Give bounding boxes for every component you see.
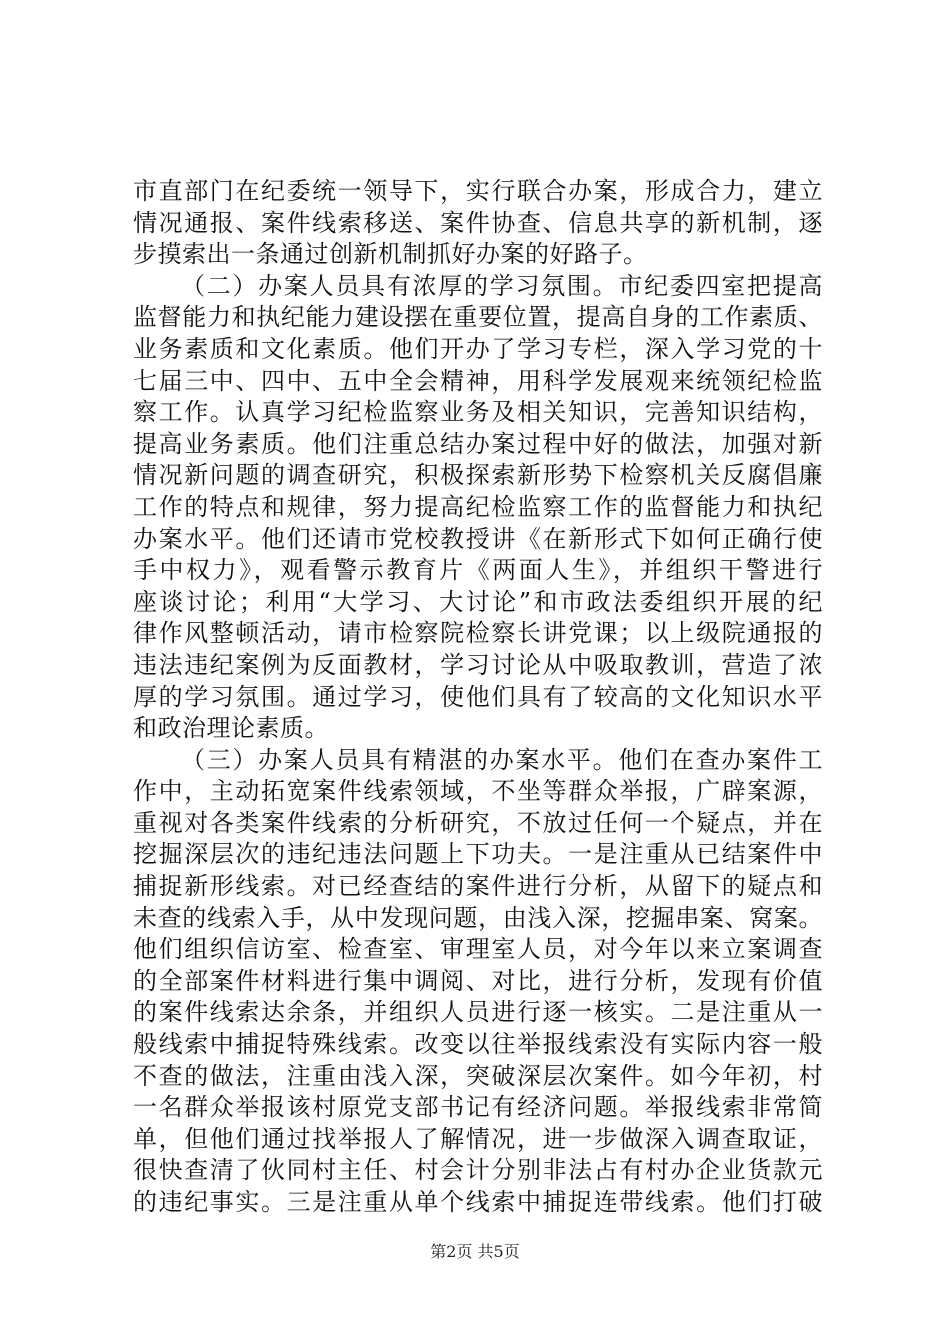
text-line: （三）办案人员具有精湛的办案水平。他们在查办案件工 [181,745,823,774]
text-line: 业务素质和文化素质。他们开办了学习专栏，深入学习党的十 [133,334,823,363]
text-line: 捕捉新形线索。对已经查结的案件进行分析，从留下的疑点和 [133,872,823,901]
text-line: 步摸索出一条通过创新机制抓好办案的好路子。 [133,240,648,269]
text-line: 他们组织信访室、检查室、审理室人员，对今年以来立案调查 [133,935,823,964]
text-line: 市直部门在纪委统一领导下，实行联合办案，形成合力，建立 [133,177,823,205]
text-line: 提高业务素质。他们注重总结办案过程中好的做法，加强对新 [133,429,823,458]
text-line: 座谈讨论；利用“大学习、大讨论”和市政法委组织开展的纪 [133,587,823,616]
text-line: 律作风整顿活动，请市检察院检察长讲党课；以上级院通报的 [133,619,823,648]
text-line: 作中，主动拓宽案件线索领域，不坐等群众举报，广辟案源， [133,777,823,806]
text-line: 挖掘深层次的违纪违法问题上下功夫。一是注重从已结案件中 [133,840,823,869]
text-line: 办案水平。他们还请市党校教授讲《在新形式下如何正确行使 [133,524,823,553]
text-line: 不查的做法，注重由浅入深，突破深层次案件。如今年初，村 [133,1061,823,1090]
text-line: 的全部案件材料进行集中调阅、对比，进行分析，发现有价值 [133,966,823,995]
page-footer: 第2页 共5页 [430,1242,520,1261]
text-line: 未查的线索入手，从中发现问题，由浅入深，挖掘串案、窝案。 [133,903,823,932]
text-line: 的案件线索达余条，并组织人员进行逐一核实。二是注重从一 [133,998,823,1027]
body-text [133,176,823,1219]
text-line: 和政治理论素质。 [133,714,329,743]
text-line: 一名群众举报该村原党支部书记有经济问题。举报线索非常简 [133,1093,823,1122]
text-line: 工作的特点和规律，努力提高纪检监察工作的监督能力和执纪 [133,492,823,521]
text-line: 的违纪事实。三是注重从单个线索中捕捉连带线索。他们打破 [133,1188,823,1216]
text-line: 般线索中捕捉特殊线索。改变以往举报线索没有实际内容一般 [133,1030,823,1059]
text-line: 很快查清了伙同村主任、村会计分别非法占有村办企业货款元 [133,1156,823,1185]
text-line: 重视对各类案件线索的分析研究，不放过任何一个疑点，并在 [133,808,823,837]
text-line: 七届三中、四中、五中全会精神，用科学发展观来统领纪检监 [133,366,823,395]
text-line: （二）办案人员具有浓厚的学习氛围。市纪委四室把提高 [181,271,823,300]
text-line: 手中权力》，观看警示教育片《两面人生》，并组织干警进行 [133,556,823,585]
text-line: 厚的学习氛围。通过学习，使他们具有了较高的文化知识水平 [133,682,823,711]
text-line: 违法违纪案例为反面教材，学习讨论从中吸取教训，营造了浓 [133,650,823,679]
text-line: 情况新问题的调查研究，积极探索新形势下检察机关反腐倡廉 [133,461,823,490]
text-line: 情况通报、案件线索移送、案件协查、信息共享的新机制，逐 [133,208,823,237]
text-line: 察工作。认真学习纪检监察业务及相关知识，完善知识结构， [133,398,823,427]
text-line: 监督能力和执纪能力建设摆在重要位置，提高自身的工作素质、 [133,303,823,332]
text-line: 单，但他们通过找举报人了解情况，进一步做深入调查取证， [133,1124,823,1153]
